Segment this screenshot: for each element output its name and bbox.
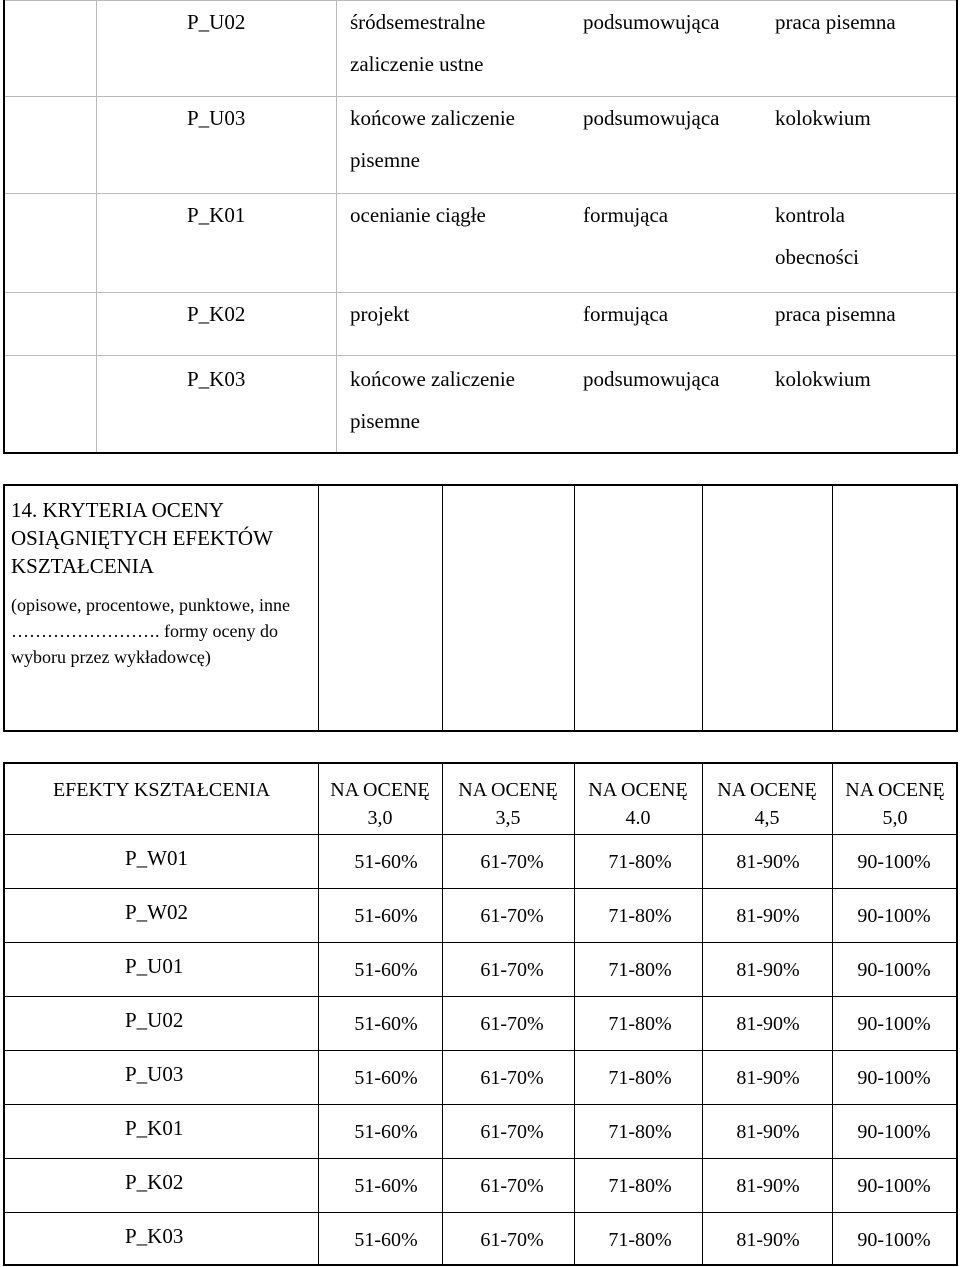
assessment-form: praca pisemna (775, 10, 896, 34)
table-row (5, 96, 956, 194)
grade-header-4-0: NA OCENĘ 4.0 (588, 779, 688, 829)
section-title: 14. KRYTERIA OCENY OSIĄGNIĘTYCH EFEKTÓW KSZTAŁCENIA (11, 498, 273, 578)
row-divider (5, 1212, 956, 1213)
grades-table (3, 762, 958, 1266)
grading-criteria-section (3, 484, 958, 732)
effect-code: P_U02 (125, 1008, 184, 1032)
grade-threshold: 51-60% (354, 905, 418, 927)
grade-threshold: 61-70% (480, 1229, 544, 1251)
grade-threshold: 61-70% (480, 905, 544, 927)
column-divider (574, 486, 575, 730)
effect-code: P_W01 (125, 846, 188, 870)
grade-threshold: 90-100% (857, 959, 931, 981)
grade-threshold: 81-90% (736, 959, 800, 981)
effect-code: P_U03 (125, 1062, 184, 1086)
grade-threshold: 61-70% (480, 1175, 544, 1197)
assessment-type: podsumowująca (583, 106, 720, 130)
grade-threshold: 71-80% (608, 1175, 672, 1197)
grade-threshold: 71-80% (608, 1229, 672, 1251)
assessment-method: końcowe zaliczenie pisemne (350, 367, 515, 433)
grade-threshold: 90-100% (857, 851, 931, 873)
assessment-methods-table (3, 0, 958, 454)
assessment-type: podsumowująca (583, 10, 720, 34)
grade-threshold: 81-90% (736, 1175, 800, 1197)
effect-code: P_K01 (125, 1116, 184, 1140)
effect-code: P_K03 (187, 367, 246, 391)
effect-code: P_U02 (187, 10, 246, 34)
grade-threshold: 61-70% (480, 959, 544, 981)
grade-header-4-5: NA OCENĘ 4,5 (717, 779, 817, 829)
grade-threshold: 71-80% (608, 959, 672, 981)
row-divider (5, 1050, 956, 1051)
column-divider (702, 486, 703, 730)
table-row (5, 355, 956, 453)
grade-threshold: 71-80% (608, 1013, 672, 1035)
assessment-type: formująca (583, 203, 669, 227)
row-divider (5, 1158, 956, 1159)
grade-threshold: 71-80% (608, 905, 672, 927)
grade-threshold: 90-100% (857, 1175, 931, 1197)
grade-header-3-0: NA OCENĘ 3,0 (330, 779, 430, 829)
grade-threshold: 51-60% (354, 1067, 418, 1089)
column-divider (318, 764, 319, 1264)
assessment-form: kontrola obecności (775, 203, 859, 269)
table-row (5, 193, 956, 293)
row-divider (5, 834, 956, 835)
grade-threshold: 90-100% (857, 1067, 931, 1089)
grade-threshold: 51-60% (354, 959, 418, 981)
assessment-method: ocenianie ciągłe (350, 203, 486, 227)
row-divider (5, 996, 956, 997)
assessment-method: końcowe zaliczenie pisemne (350, 106, 515, 172)
assessment-type: formująca (583, 302, 669, 326)
grade-header-3-5: NA OCENĘ 3,5 (458, 779, 558, 829)
effects-header: EFEKTY KSZTAŁCENIA (52, 779, 271, 801)
column-divider (442, 486, 443, 730)
grade-threshold: 90-100% (857, 1229, 931, 1251)
assessment-method: śródsemestralne zaliczenie ustne (350, 10, 486, 76)
effect-code: P_W02 (125, 900, 188, 924)
grade-threshold: 51-60% (354, 851, 418, 873)
grade-threshold: 90-100% (857, 1121, 931, 1143)
effect-code: P_K02 (187, 302, 246, 326)
effect-code: P_U01 (125, 954, 184, 978)
grade-threshold: 71-80% (608, 851, 672, 873)
grade-threshold: 51-60% (354, 1013, 418, 1035)
assessment-form: kolokwium (775, 106, 871, 130)
grade-threshold: 51-60% (354, 1121, 418, 1143)
grade-header-5-0: NA OCENĘ 5,0 (845, 779, 945, 829)
grade-threshold: 61-70% (480, 1013, 544, 1035)
column-divider (318, 486, 319, 730)
row-divider (5, 942, 956, 943)
effect-code: P_K02 (125, 1170, 184, 1194)
grade-threshold: 61-70% (480, 1121, 544, 1143)
grade-threshold: 61-70% (480, 851, 544, 873)
grade-threshold: 90-100% (857, 905, 931, 927)
grade-threshold: 71-80% (608, 1121, 672, 1143)
effect-code: P_K03 (125, 1224, 184, 1248)
grade-threshold: 51-60% (354, 1229, 418, 1251)
section-description: (opisowe, procentowe, punktowe, inne ……………………. formy oceny do wyboru przez wykładowcę) (11, 595, 290, 667)
grade-threshold: 51-60% (354, 1175, 418, 1197)
assessment-form: praca pisemna (775, 302, 896, 326)
grade-threshold: 71-80% (608, 1067, 672, 1089)
row-divider (5, 1104, 956, 1105)
effect-code: P_K01 (187, 203, 246, 227)
table-row (5, 292, 956, 356)
table-row (5, 0, 956, 97)
grade-threshold: 81-90% (736, 1229, 800, 1251)
grade-threshold: 61-70% (480, 1067, 544, 1089)
assessment-method: projekt (350, 302, 410, 326)
grade-threshold: 81-90% (736, 905, 800, 927)
row-divider (5, 888, 956, 889)
column-divider (832, 486, 833, 730)
grade-threshold: 81-90% (736, 851, 800, 873)
grade-threshold: 81-90% (736, 1121, 800, 1143)
grade-threshold: 81-90% (736, 1013, 800, 1035)
grade-threshold: 90-100% (857, 1013, 931, 1035)
effect-code: P_U03 (187, 106, 246, 130)
grade-threshold: 81-90% (736, 1067, 800, 1089)
assessment-type: podsumowująca (583, 367, 720, 391)
assessment-form: kolokwium (775, 367, 871, 391)
